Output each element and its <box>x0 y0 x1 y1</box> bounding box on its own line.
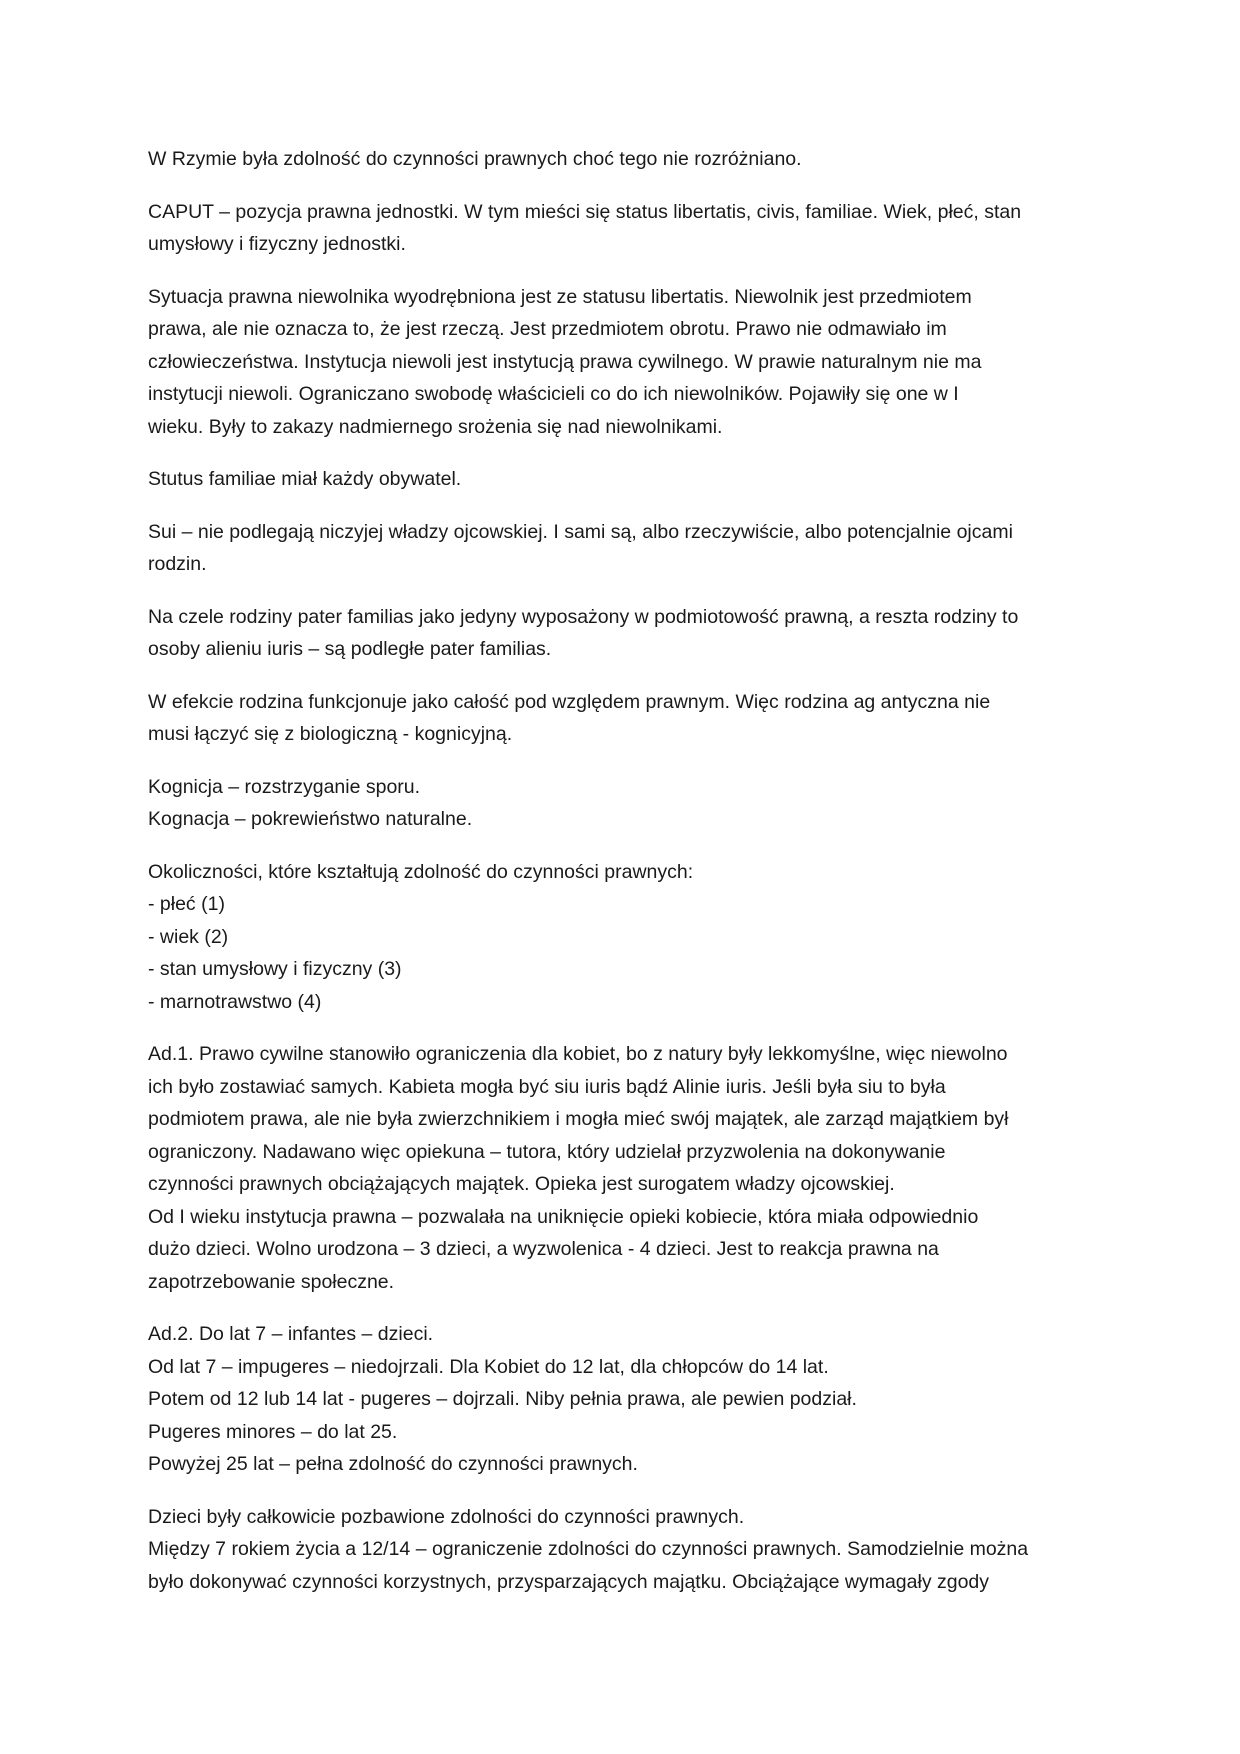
text-line: Sytuacja prawna niewolnika wyodrębniona jest ze statusu libertatis. Niewolnik jest przedmiotem <box>148 285 972 308</box>
text-line: zapotrzebowanie społeczne. <box>148 1270 395 1293</box>
paragraph-sui <box>148 516 1098 581</box>
text-line: ograniczony. Nadawano więc opiekuna – tutora, który udzielał przyzwolenia na dokonywanie <box>148 1140 946 1163</box>
paragraph-ad2 <box>148 1318 1098 1481</box>
text-line: W Rzymie była zdolność do czynności prawnych choć tego nie rozróżniano. <box>148 148 802 170</box>
list-item: - marnotrawstwo (4) <box>148 990 322 1013</box>
paragraph-intro <box>148 143 1098 176</box>
list-item: - stan umysłowy i fizyczny (3) <box>148 958 402 980</box>
paragraph-children-capacity <box>148 1501 1098 1599</box>
paragraph-slave-status <box>148 281 1098 444</box>
paragraph-ad1 <box>148 1038 1098 1298</box>
text-line: Od I wieku instytucja prawna – pozwalała na uniknięcie opieki kobiecie, która miała odpowiednio <box>148 1205 979 1228</box>
paragraph-family-legal <box>148 686 1098 751</box>
paragraph-pater-familias <box>148 601 1098 666</box>
text-line: Ad.2. Do lat 7 – infantes – dzieci. <box>148 1323 434 1345</box>
paragraph-circumstances-list <box>148 856 1098 1019</box>
list-item: - wiek (2) <box>148 925 229 948</box>
text-line: Kognacja – pokrewieństwo naturalne. <box>148 808 473 830</box>
text-line: Między 7 rokiem życia a 12/14 – ograniczenie zdolności do czynności prawnych. Samodzielnie można <box>148 1538 1029 1560</box>
text-line: musi łączyć się z biologiczną - kognicyjną. <box>148 723 513 745</box>
text-line: człowieczeństwa. Instytucja niewoli jest instytucją prawa cywilnego. W prawie naturalnym nie ma <box>148 350 982 373</box>
text-line: było dokonywać czynności korzystnych, przysparzających majątku. Obciążające wymagały zgody <box>148 1570 990 1593</box>
text-line: Sui – nie podlegają niczyjej władzy ojcowskiej. I sami są, albo rzeczywiście, albo potencjalnie ojcami <box>148 520 1013 543</box>
text-line: prawa, ale nie oznacza to, że jest rzeczą. Jest przedmiotem obrotu. Prawo nie odmawiało im <box>148 318 947 340</box>
text-line: Powyżej 25 lat – pełna zdolność do czynności prawnych. <box>148 1453 638 1475</box>
text-line: instytucji niewoli. Ograniczano swobodę właścicieli co do ich niewolników. Pojawiły się one w I <box>148 383 959 405</box>
text-line: Od lat 7 – impugeres – niedojrzali. Dla Kobiet do 12 lat, dla chłopców do 14 lat. <box>148 1355 829 1378</box>
text-line: Kognicja – rozstrzyganie sporu. <box>148 775 421 798</box>
text-line: Na czele rodziny pater familias jako jedyny wyposażony w podmiotowość prawną, a reszta rodziny to <box>148 605 1019 628</box>
text-line: W efekcie rodzina funkcjonuje jako całość pod względem prawnym. Więc rodzina ag antyczna nie <box>148 690 991 713</box>
text-line: czynności prawnych obciążających majątek. Opieka jest surogatem władzy ojcowskiej. <box>148 1173 895 1195</box>
text-line: Ad.1. Prawo cywilne stanowiło ograniczenia dla kobiet, bo z natury były lekkomyślne, więc niewolno <box>148 1043 1008 1065</box>
text-line: wieku. Były to zakazy nadmiernego srożenia się nad niewolnikami. <box>148 415 723 438</box>
text-line: ich było zostawiać samych. Kabieta mogła być siu iuris bądź Alinie iuris. Jeśli była siu to była <box>148 1075 946 1098</box>
text-line: rodzin. <box>148 553 207 575</box>
text-line: umysłowy i fizyczny jednostki. <box>148 233 406 255</box>
text-line: Pugeres minores – do lat 25. <box>148 1420 398 1443</box>
text-line: osoby alieniu iuris – są podległe pater familias. <box>148 638 552 660</box>
paragraph-status-familiae <box>148 463 1098 496</box>
paragraph-definitions <box>148 771 1098 836</box>
text-line: Dzieci były całkowicie pozbawione zdolności do czynności prawnych. <box>148 1505 745 1528</box>
text-line: Okoliczności, które kształtują zdolność do czynności prawnych: <box>148 860 694 883</box>
list-item: - płeć (1) <box>148 893 225 915</box>
text-line: Stutus familiae miał każdy obywatel. <box>148 468 462 490</box>
text-line: Potem od 12 lub 14 lat - pugeres – dojrzali. Niby pełnia prawa, ale pewien podział. <box>148 1388 857 1410</box>
text-line: podmiotem prawa, ale nie była zwierzchnikiem i mogła mieć swój majątek, ale zarząd majątkiem był <box>148 1108 1009 1130</box>
text-line: dużo dzieci. Wolno urodzona – 3 dzieci, a wyzwolenica - 4 dzieci. Jest to reakcja prawna na <box>148 1238 939 1260</box>
document-page <box>148 143 1098 1618</box>
text-line: CAPUT – pozycja prawna jednostki. W tym mieści się status libertatis, civis, familiae. Wiek, płeć, stan <box>148 200 1022 223</box>
paragraph-caput <box>148 196 1098 261</box>
